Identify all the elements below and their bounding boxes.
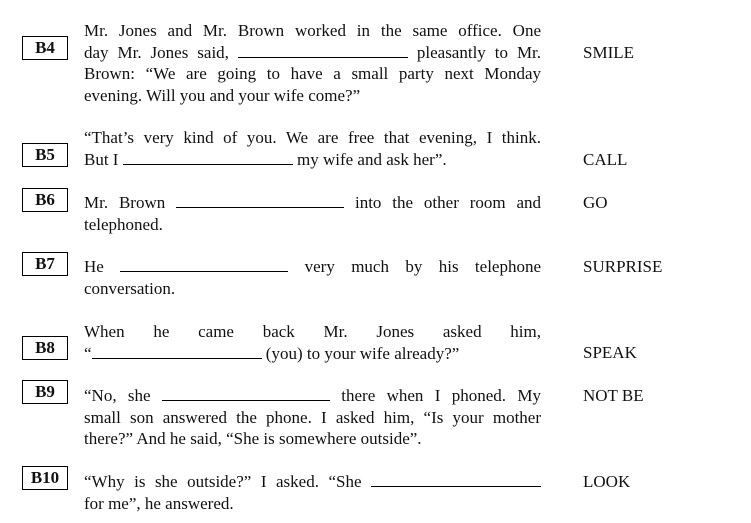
- task-label: B4: [22, 36, 68, 60]
- text-line: day Mr. Jones said, pleasantly to Mr.: [84, 42, 542, 62]
- task-text: [84, 20, 541, 106]
- text-line: conversation.: [84, 278, 176, 298]
- answer-blank[interactable]: [176, 192, 344, 208]
- text-line: Brown: “We are going to have a small party next Monday: [84, 64, 541, 83]
- text-line: “Why is she outside?” I asked. “She: [84, 471, 541, 493]
- key-word: GO: [583, 193, 608, 212]
- text-line: telephoned.: [84, 214, 163, 234]
- text-line: evening. Will you and your wife come?”: [84, 85, 361, 105]
- key-word: SPEAK: [583, 343, 637, 362]
- text-line: Mr. Brown into the other room and: [84, 193, 542, 212]
- answer-blank[interactable]: [371, 471, 541, 487]
- task-text: [84, 256, 541, 299]
- task-label: B10: [22, 466, 68, 490]
- task-text: [84, 127, 541, 170]
- text-line: there?” And he said, “She is somewhere outside”.: [84, 429, 422, 448]
- text-line: Mr. Jones and Mr. Brown worked in the same office. One: [84, 21, 541, 40]
- text-line: “No, she there when I phoned. My: [84, 386, 542, 405]
- text-line: When he came back Mr. Jones asked him,: [84, 322, 541, 341]
- task-label: B9: [22, 380, 68, 404]
- answer-blank[interactable]: [120, 256, 288, 272]
- text-line: He very much by his telephone: [84, 257, 542, 276]
- text-line: small son answered the phone. I asked him, “Is your mother: [84, 407, 541, 427]
- task-label: B6: [22, 188, 68, 212]
- task-text: [84, 321, 541, 364]
- task-text: [84, 385, 541, 450]
- task-label: B5: [22, 143, 68, 167]
- answer-blank[interactable]: [238, 42, 408, 58]
- text-line: But I my wife and ask her”.: [84, 149, 447, 169]
- answer-blank[interactable]: [162, 385, 330, 401]
- answer-blank[interactable]: [92, 343, 262, 359]
- text-line: “ (you) to your wife already?”: [84, 343, 460, 363]
- task-text: [84, 471, 541, 514]
- text-line: “That’s very kind of you. We are free that evening, I think.: [84, 128, 541, 147]
- task-label: B7: [22, 252, 68, 276]
- task-label: B8: [22, 336, 68, 360]
- key-word: SMILE: [583, 43, 634, 62]
- key-word: SURPRISE: [583, 257, 663, 276]
- answer-blank[interactable]: [123, 149, 293, 165]
- key-word: LOOK: [583, 472, 631, 491]
- text-line: for me”, he answered.: [84, 493, 234, 513]
- key-word: CALL: [583, 150, 628, 169]
- key-word: NOT BE: [583, 386, 644, 405]
- task-text: [84, 192, 541, 235]
